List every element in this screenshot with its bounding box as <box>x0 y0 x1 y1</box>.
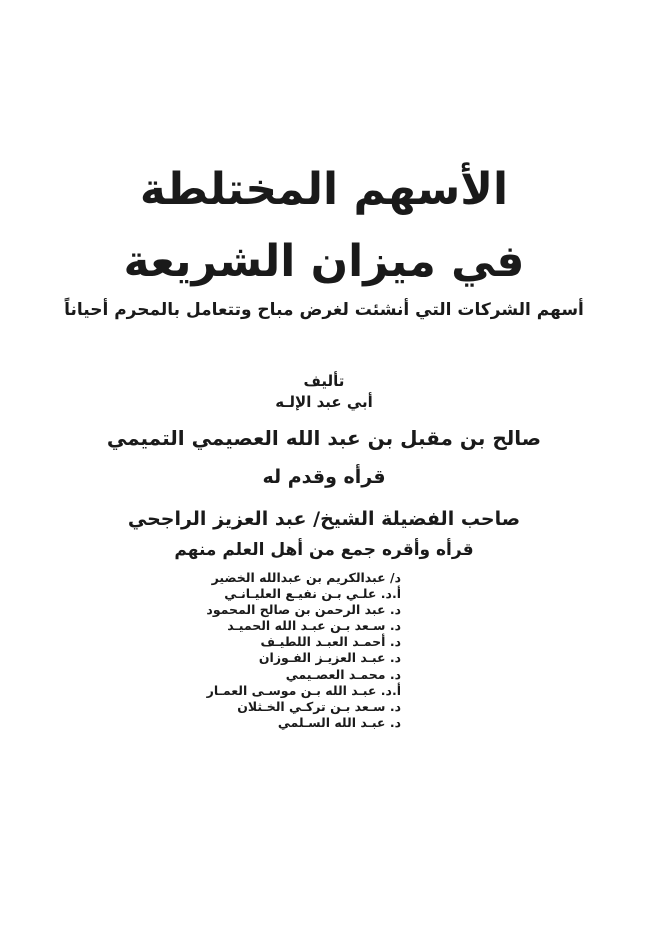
presenting-sheikh: صاحب الفضيلة الشيخ/ عبد العزيز الراجحي <box>127 508 521 530</box>
scholars-list <box>201 570 401 731</box>
author-kunya: أبي عبد الإلـه <box>275 393 373 411</box>
scholar-name: د. سـعد بـن تركـي الخـثلان <box>237 698 401 714</box>
scholar-name: د. سـعد بـن عبـد الله الحميـد <box>227 618 401 634</box>
approved-by-label: قرأه وأقره جمع من أهل العلم منهم <box>174 540 474 560</box>
book-title-line-2: في ميزان الشريعة <box>123 236 525 287</box>
authored-by-label: تأليف <box>303 372 345 390</box>
book-title-line-1: الأسهم المختلطة <box>139 164 509 215</box>
scholar-name: د. محمـد العصـيمي <box>285 666 401 682</box>
scholar-name: أ.د. عبـد الله بـن موسـى العمـار <box>206 682 401 698</box>
scholar-name: أ.د. علـي بـن نفيـع العليـانـي <box>224 586 401 602</box>
scholar-name: د. أحمـد العبـد اللطيـف <box>260 634 401 650</box>
author-name: صالح بن مقبل بن عبد الله العصيمي التميمي <box>106 426 542 450</box>
book-subtitle: أسهم الشركات التي أنشئت لغرض مباح وتتعامل بالمحرم أحياناً <box>64 300 584 320</box>
scholar-name: د. عبد الرحمن بن صالح المحمود <box>206 602 401 618</box>
scholar-name: د. عبـد الله السـلمي <box>277 714 401 730</box>
presented-by-label: قرأه وقدم له <box>262 466 386 488</box>
scholar-name: د/ عبدالكريم بن عبدالله الخضير <box>211 570 401 585</box>
scholar-name: د. عبـد العزيـز الفـوزان <box>258 650 401 666</box>
